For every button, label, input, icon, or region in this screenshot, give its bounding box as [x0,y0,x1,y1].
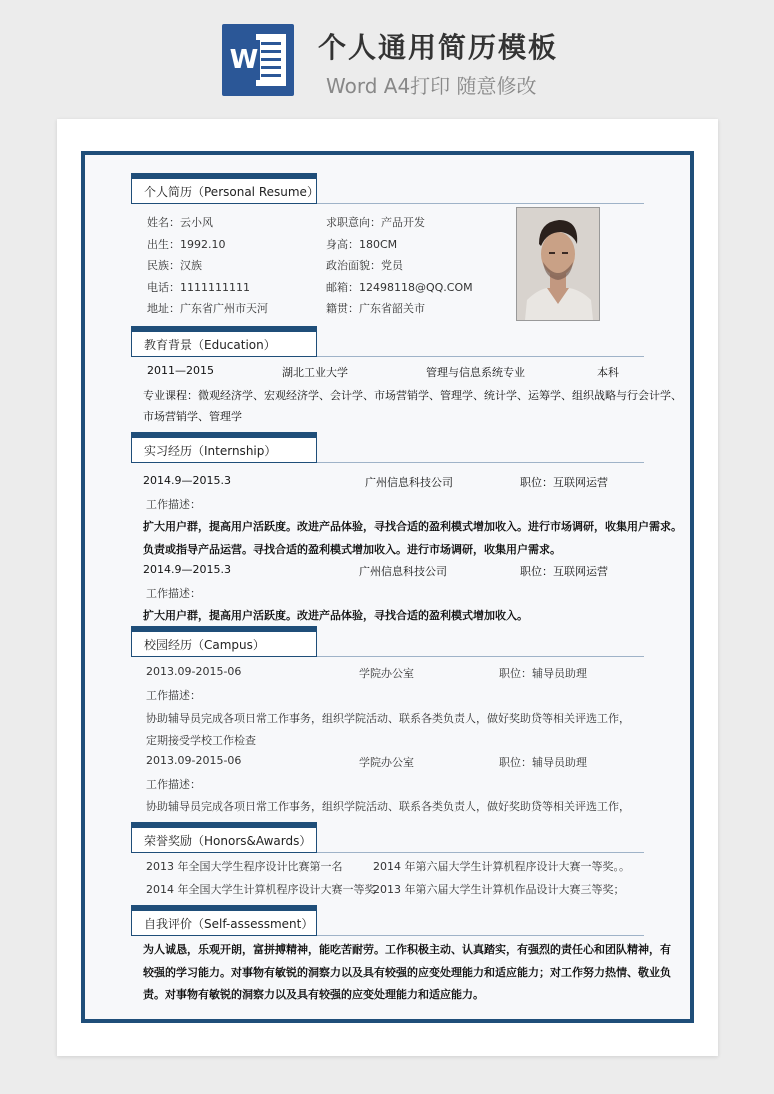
internship-2-desc-label: 工作描述： [146,587,201,600]
campus-2-desc: 协助辅导员完成各项日常工作事务，组织学院活动、联系各类负责人，做好奖助贷等相关评选工作， [146,800,630,813]
header-banner [0,0,774,112]
banner-title: 个人通用简历模板 [318,31,559,64]
self-assessment-line: 较强的学习能力。对事物有敏锐的洞察力以及具有较强的应变处理能力和适应能力；对工作努力热情、敬业负 [143,966,671,979]
birth-field: 出生：1992.10 [147,238,226,251]
self-assessment-line: 为人诚恳，乐观开朗，富拼搏精神，能吃苦耐劳。工作积极主动、认真踏实，有强烈的责任心和团队精神，有 [143,943,671,956]
section-header-campus: 校园经历（Campus） [131,626,317,657]
campus-1-desc-cont: 定期接受学校工作检查 [146,734,256,747]
banner-subtitle: Word A4打印 随意修改 [326,74,537,98]
education-major: 管理与信息系统专业 [426,366,525,379]
section-rule [317,356,644,357]
campus-2-org: 学院办公室 [359,756,414,769]
section-header-internship: 实习经历（Internship） [131,432,317,463]
education-period: 2011—2015 [147,364,214,377]
internship-1-desc-cont: 负责或指导产品运营。寻找合适的盈利模式增加收入。进行市场调研，收集用户需求。 [143,543,561,556]
education-school: 湖北工业大学 [282,366,348,379]
education-degree: 本科 [597,366,619,379]
section-header-honors: 荣誉奖励（Honors&Awards） [131,822,317,853]
address-field: 地址：广东省广州市天河 [147,302,268,315]
internship-1-desc: 扩大用户群，提高用户活跃度。改进产品体验，寻找合适的盈利模式增加收入。进行市场调研，收集用户需求。 [143,520,682,533]
education-courses-cont: 市场营销学、管理学 [143,410,242,423]
internship-1-period: 2014.9—2015.3 [143,474,231,487]
campus-2-desc-label: 工作描述： [146,778,201,791]
campus-1-org: 学院办公室 [359,667,414,680]
campus-1-desc-label: 工作描述： [146,689,201,702]
section-header-education: 教育背景（Education） [131,326,317,357]
honor-item: 2014 年全国大学生计算机程序设计大赛一等奖 [146,883,376,896]
section-rule [317,203,644,204]
internship-2-company: 广州信息科技公司 [359,565,447,578]
political-field: 政治面貌：党员 [326,259,403,272]
campus-1-period: 2013.09-2015-06 [146,665,242,678]
campus-1-role: 职位：辅导员助理 [499,667,587,680]
ethnic-field: 民族：汉族 [147,259,202,272]
internship-1-desc-label: 工作描述： [146,498,201,511]
section-rule [317,656,644,657]
word-icon: W [222,24,294,96]
education-courses: 专业课程：微观经济学、宏观经济学、会计学、市场营销学、管理学、统计学、运筹学、组织战略与行会计学、 [143,389,682,402]
self-assessment-line: 责。对事物有敏锐的洞察力以及具有较强的应变处理能力和适应能力。 [143,988,484,1001]
section-rule [317,935,644,936]
section-rule [317,852,644,853]
internship-2-period: 2014.9—2015.3 [143,563,231,576]
email-field: 邮箱：12498118@QQ.COM [326,281,473,294]
campus-2-period: 2013.09-2015-06 [146,754,242,767]
name-field: 姓名：云小风 [147,216,213,229]
campus-2-role: 职位：辅导员助理 [499,756,587,769]
profile-photo [516,207,600,321]
section-header-resume: 个人简历（Personal Resume） [131,173,317,204]
campus-1-desc: 协助辅导员完成各项日常工作事务，组织学院活动、联系各类负责人，做好奖助贷等相关评选工作， [146,712,630,725]
honor-item: 2014 年第六届大学生计算机程序设计大赛一等奖。。 [373,860,630,873]
internship-1-role: 职位：互联网运营 [520,476,608,489]
origin-field: 籍贯：广东省韶关市 [326,302,425,315]
internship-2-role: 职位：互联网运营 [520,565,608,578]
section-header-self: 自我评价（Self-assessment） [131,905,317,936]
honor-item: 2013 年全国大学生程序设计比赛第一名 [146,860,343,873]
height-field: 身高：180CM [326,238,398,251]
section-rule [317,462,644,463]
phone-field: 电话：1111111111 [147,281,250,294]
intent-field: 求职意向：产品开发 [326,216,425,229]
internship-2-desc: 扩大用户群，提高用户活跃度。改进产品体验，寻找合适的盈利模式增加收入。 [143,609,528,622]
honor-item: 2013 年第六届大学生计算机作品设计大赛三等奖； [373,883,625,896]
internship-1-company: 广州信息科技公司 [365,476,453,489]
